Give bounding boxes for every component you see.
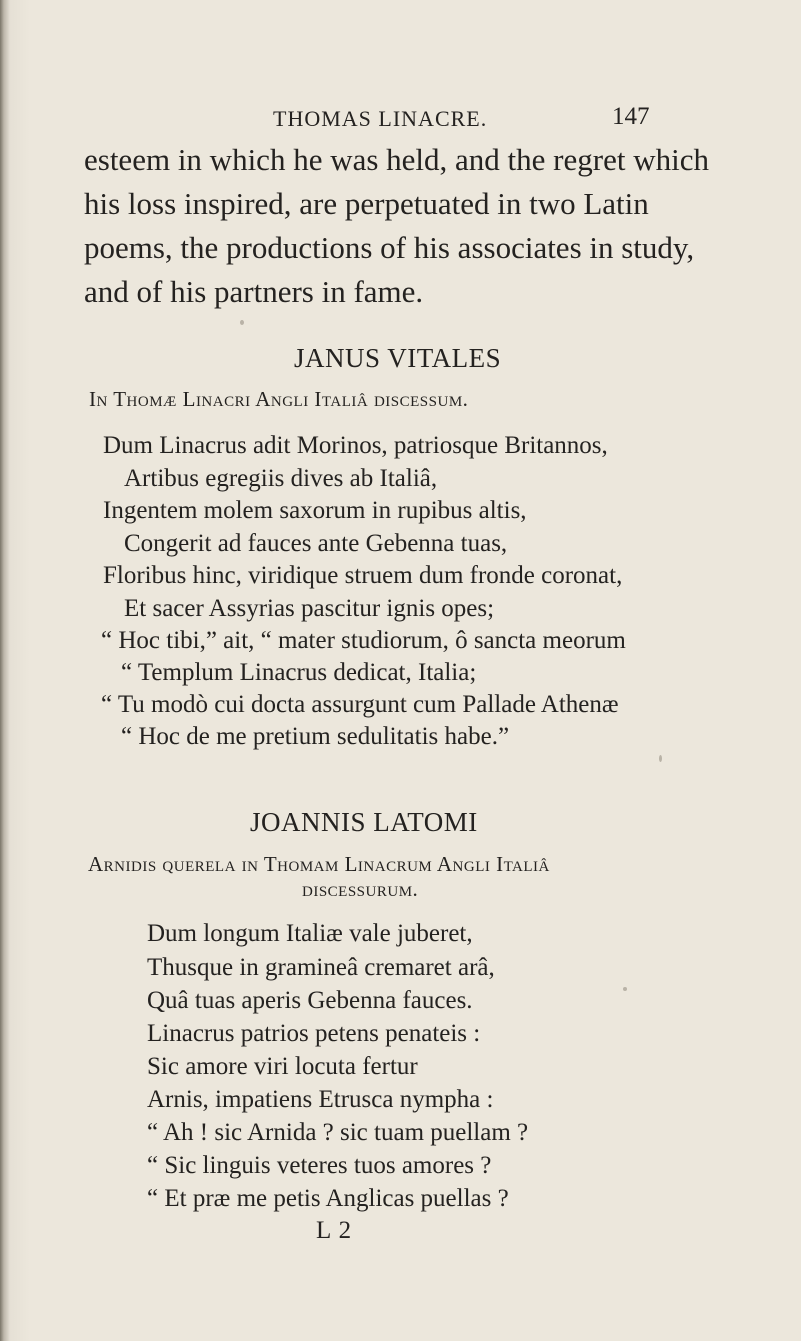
running-head: THOMAS LINACRE. [273, 106, 488, 131]
ink-speck [659, 755, 662, 762]
poem2-subtitle-line1: Arnidis querela in Thomam Linacrum Angli Italiâ [88, 852, 550, 876]
poem2-line: Arnis, impatiens Etrusca nympha : [147, 1086, 494, 1113]
ink-speck [623, 987, 627, 991]
page-number: 147 [612, 103, 650, 130]
poem2-title: JOANNIS LATOMI [250, 807, 478, 837]
poem2-line: Thusque in gramineâ cremaret arâ, [147, 954, 495, 981]
poem2-line: “ Ah ! sic Arnida ? sic tuam puellam ? [147, 1119, 529, 1146]
poem2-subtitle-line2: discessurum. [302, 877, 419, 901]
poem2-line: Dum longum Italiæ vale juberet, [147, 920, 473, 947]
poem1-line: Floribus hinc, viridique struem dum fronde coronat, [103, 562, 623, 589]
poem2-line: “ Et præ me petis Anglicas puellas ? [147, 1185, 509, 1212]
poem2-line: Quâ tuas aperis Gebenna fauces. [147, 987, 473, 1014]
poem1-line: “ Tu modò cui docta assurgunt cum Pallade Athenæ [101, 691, 619, 718]
poem1-title: JANUS VITALES [294, 343, 502, 373]
poem1-line: Artibus egregiis dives ab Italiâ, [124, 465, 438, 492]
poem2-line: Linacrus patrios petens penateis : [147, 1020, 481, 1047]
poem1-line: Congerit ad fauces ante Gebenna tuas, [124, 530, 508, 557]
poem1-line: Ingentem molem saxorum in rupibus altis, [103, 497, 527, 524]
poem1-line: “ Hoc de me pretium sedulitatis habe.” [121, 723, 510, 750]
poem2-line: Sic amore viri locuta fertur [147, 1053, 418, 1080]
poem1-line: Dum Linacrus adit Morinos, patriosque Britannos, [103, 432, 608, 459]
poem1-line: Et sacer Assyrias pascitur ignis opes; [124, 595, 495, 622]
poem2-line: “ Sic linguis veteres tuos amores ? [147, 1152, 492, 1179]
paragraph-line: his loss inspired, are perpetuated in two Latin [84, 186, 649, 221]
paragraph-line: esteem in which he was held, and the regret which [84, 142, 709, 177]
poem1-line: “ Templum Linacrus dedicat, Italia; [121, 659, 477, 686]
paragraph-line: and of his partners in fame. [84, 274, 424, 309]
ink-speck [240, 320, 244, 325]
poem1-subtitle: In Thomæ Linacri Angli Italiâ discessum. [89, 387, 469, 411]
intro-paragraph [84, 138, 764, 314]
signature-mark: L 2 [316, 1217, 353, 1244]
poem1-line: “ Hoc tibi,” ait, “ mater studiorum, ô sancta meorum [101, 627, 626, 654]
paragraph-line: poems, the productions of his associates in study, [84, 230, 695, 265]
